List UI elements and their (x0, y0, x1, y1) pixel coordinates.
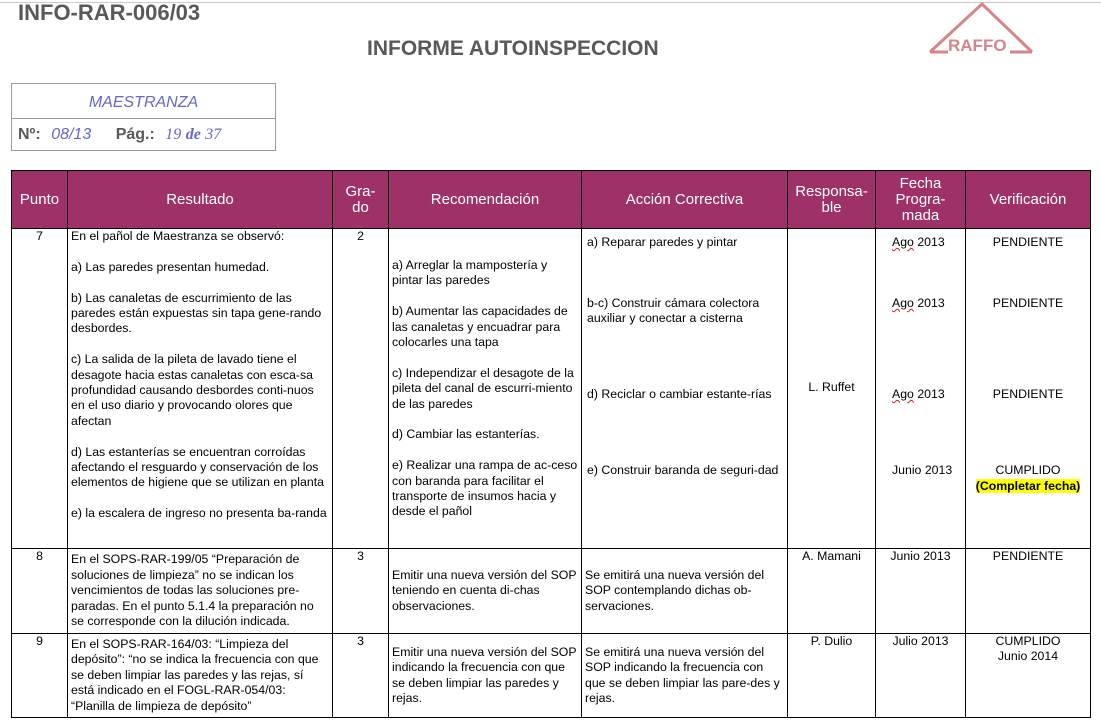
resultado-line: b) Las canaletas de escurrimiento de las paredes están expuestas sin tapa gene-rando desbordes. (71, 290, 322, 336)
fecha-line: Ago 2013 (892, 387, 945, 401)
accion-cell: Se emitirá una nueva versión del SOP contemplando dichas ob-servaciones. (582, 549, 788, 634)
recomendacion-line: d) Cambiar las estanterías. (392, 427, 540, 442)
recomendacion-cell: Emitir una nueva versión del SOP indicando la frecuencia con que se deben limpiar las paredes y rejas. (389, 634, 582, 718)
fecha-line: Junio 2013 (892, 463, 953, 477)
punto-cell: 7 (12, 229, 68, 549)
accion-cell (582, 229, 788, 549)
accion-cell: Se emitirá una nueva versión del SOP indicando la frecuencia con que se deben limpiar las pare-des y rejas. (582, 634, 788, 718)
resultado-cell: En el SOPS-RAR-199/05 “Preparación de soluciones de limpieza” no se indican los vencimientos de todas las soluciones pre-paradas. En el punto 5.1.4 la preparación no se corresponde con la dilución indicada. (68, 549, 333, 634)
accion-line: a) Reparar paredes y pintar (587, 235, 738, 249)
resultado-line: En el pañol de Maestranza se observó: (71, 229, 285, 243)
punto-cell: 9 (12, 634, 68, 718)
responsable-cell: P. Dulio (788, 634, 876, 718)
raffo-logo (926, 2, 1036, 56)
area-name: MAESTRANZA (12, 84, 275, 119)
pagina-current: 19 (165, 126, 182, 143)
document-code: INFO-RAR-006/03 (18, 0, 201, 25)
recomendacion-line: e) Realizar una rampa de ac-ceso con baranda para facilitar el transporte de insumos hacia y desde el pañol (392, 458, 578, 519)
pagina-de: de (185, 126, 201, 143)
verificacion-note: (Completar fecha) (975, 479, 1081, 493)
resultado-line: d) Las estanterías se encuentran corroídas afectando el resguardo y conservación de los elementos de higiene que se utilizan en planta (71, 444, 324, 490)
recomendacion-line: b) Aumentar las capacidades de las canaletas y encuadrar para colocarles una tapa (392, 304, 568, 350)
logo-text: RAFFO (948, 36, 1007, 55)
col-header-fecha: Fecha Progra- mada (876, 171, 966, 229)
recomendacion-line: a) Arreglar la mampostería y pintar las paredes (392, 258, 548, 288)
table-row (12, 549, 1091, 634)
fecha-line: Ago 2013 (892, 296, 945, 310)
fecha-cell: Julio 2013 (876, 634, 966, 718)
document-meta-row (12, 119, 275, 151)
verificacion-line: PENDIENTE (992, 235, 1064, 249)
col-header-responsable: Responsa- ble (788, 171, 876, 229)
responsable-cell: L. Ruffet (788, 229, 876, 549)
grado-cell: 3 (333, 549, 389, 634)
recomendacion-cell (389, 229, 582, 549)
fecha-line: Ago 2013 (892, 235, 945, 249)
verificacion-cell: PENDIENTE (966, 549, 1091, 634)
resultado-line: e) la escalera de ingreso no presenta ba-randa (71, 506, 327, 521)
table-header-row (12, 171, 1091, 229)
col-header-verificacion: Verificación (966, 171, 1091, 229)
accion-line: e) Construir baranda de seguri-dad (587, 463, 779, 477)
verificacion-cell (966, 634, 1091, 718)
table-row (12, 229, 1091, 549)
col-header-punto: Punto (12, 171, 68, 229)
resultado-cell (68, 229, 333, 549)
col-header-recomendacion: Recomendación (389, 171, 582, 229)
resultado-cell: En el SOPS-RAR-164/03: “Limpieza del depósito”: “no se indica la frecuencia con que se deben limpiar las paredes y las rejas, sí está indicado en el FOGL-RAR-054/03: “Planilla de limpieza de depósito” (68, 634, 333, 718)
inspection-table (11, 170, 1091, 718)
pagina-label: Pág.: (115, 126, 155, 143)
verificacion-line: PENDIENTE (992, 387, 1064, 401)
grado-cell: 3 (333, 634, 389, 718)
resultado-line: c) La salida de la pileta de lavado tiene el desagote hacia estas canaletas con esca-sa profundidad causando desbordes conti-nuos en el uso diario y provocando olores que afectan (71, 352, 314, 428)
col-header-accion: Acción Correctiva (582, 171, 788, 229)
col-header-resultado: Resultado (68, 171, 333, 229)
grado-cell: 2 (333, 229, 389, 549)
fecha-cell: Junio 2013 (876, 549, 966, 634)
verificacion-line: PENDIENTE (992, 296, 1064, 310)
resultado-line: a) Las paredes presentan humedad. (71, 259, 270, 274)
col-header-grado: Gra- do (333, 171, 389, 229)
fecha-cell (876, 229, 966, 549)
verificacion-cell (966, 229, 1091, 549)
accion-line: b-c) Construir cámara colectora auxiliar y conectar a cisterna (587, 296, 760, 326)
table-row (12, 634, 1091, 718)
recomendacion-line: c) Independizar el desagote de la pileta del canal de escurri-miento de las paredes (392, 365, 574, 411)
document-info-box (11, 83, 276, 151)
verificacion-line: CUMPLIDO (995, 634, 1061, 648)
verificacion-line: Junio 2014 (997, 649, 1059, 664)
numero-value: 08/13 (51, 126, 92, 143)
accion-line: d) Reciclar o cambiar estante-rías (587, 387, 772, 401)
responsable-cell: A. Mamani (788, 549, 876, 634)
punto-cell: 8 (12, 549, 68, 634)
recomendacion-cell: Emitir una nueva versión del SOP teniendo en cuenta di-chas observaciones. (389, 549, 582, 634)
document-title: INFORME AUTOINSPECCION (367, 37, 659, 60)
pagina-total: 37 (205, 126, 222, 143)
verificacion-line: CUMPLIDO (995, 463, 1061, 477)
numero-label: Nº: (18, 126, 41, 143)
